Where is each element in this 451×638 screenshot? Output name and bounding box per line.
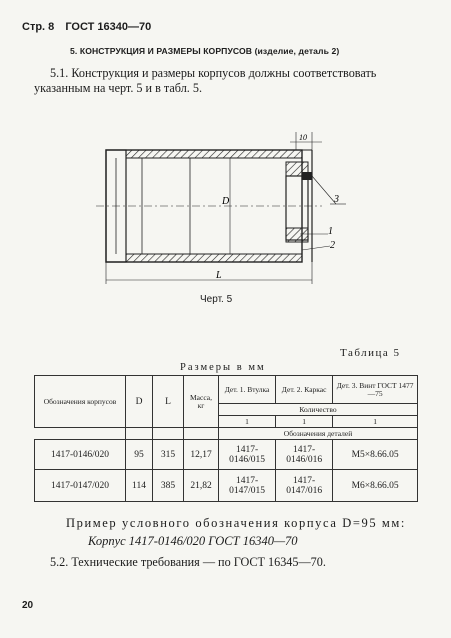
standard-code: ГОСТ 16340—70 [65,21,152,33]
paragraph-5-2: 5.2. Технические требования — по ГОСТ 16345—70. [50,555,326,569]
col-det2: Дет. 2. Каркас [276,376,333,404]
callout-2: 2 [330,240,335,251]
table-number: Таблица 5 [340,347,401,359]
qty-det2: 1 [276,416,333,428]
page-header [22,21,159,33]
screw-mark [302,172,312,180]
callout-1: 1 [328,226,333,237]
technical-drawing [90,128,360,290]
dimensions-table [34,375,418,502]
table-row: 1417-0147/020 114 385 21,82 1417-0147/015 1417-0147/016 М6×8.66.05 [35,470,418,502]
dim-d-label: D [222,196,230,207]
qty-det1: 1 [219,416,276,428]
col-det1: Дет. 1. Втулка [219,376,276,404]
example-value: Корпус 1417-0146/020 ГОСТ 16340—70 [88,534,298,548]
paragraph-5-1: 5.1. Конструкция и размеры корпусов должны соответствовать указанным на черт. 5 и в табл. 5. [34,66,377,95]
table-subtitle: Размеры в мм [180,362,266,373]
page-label: Стр. 8 [22,21,55,33]
col-d: D [126,376,153,428]
quantity-header: Количество [219,404,418,416]
dim-l-label: L [216,270,222,281]
bottom-wall-hatch [126,254,302,262]
parts-header: Обозначения деталей [219,428,418,440]
example-label: Пример условного обозначения корпуса D=95 мм: [66,516,406,530]
qty-det3: 1 [333,416,418,428]
col-det3: Дет. 3. Винт ГОСТ 1477—75 [333,376,418,404]
bushing-hatch-bottom [286,228,308,242]
drawing-caption: Черт. 5 [200,294,233,305]
table-row: 1417-0146/020 95 315 12,17 1417-0146/015 1417-0146/016 М5×8.66.05 [35,440,418,470]
col-l: L [153,376,184,428]
page-number: 20 [22,600,34,611]
top-wall-hatch [126,150,302,158]
callout-3: 3 [334,194,339,205]
col-designation: Обозначения корпусов [35,376,126,428]
dim-10-label: 10 [299,133,307,142]
col-mass: Масса, кг [184,376,219,428]
section-title: 5. КОНСТРУКЦИЯ И РАЗМЕРЫ КОРПУСОВ (изделие, деталь 2) [70,46,340,56]
